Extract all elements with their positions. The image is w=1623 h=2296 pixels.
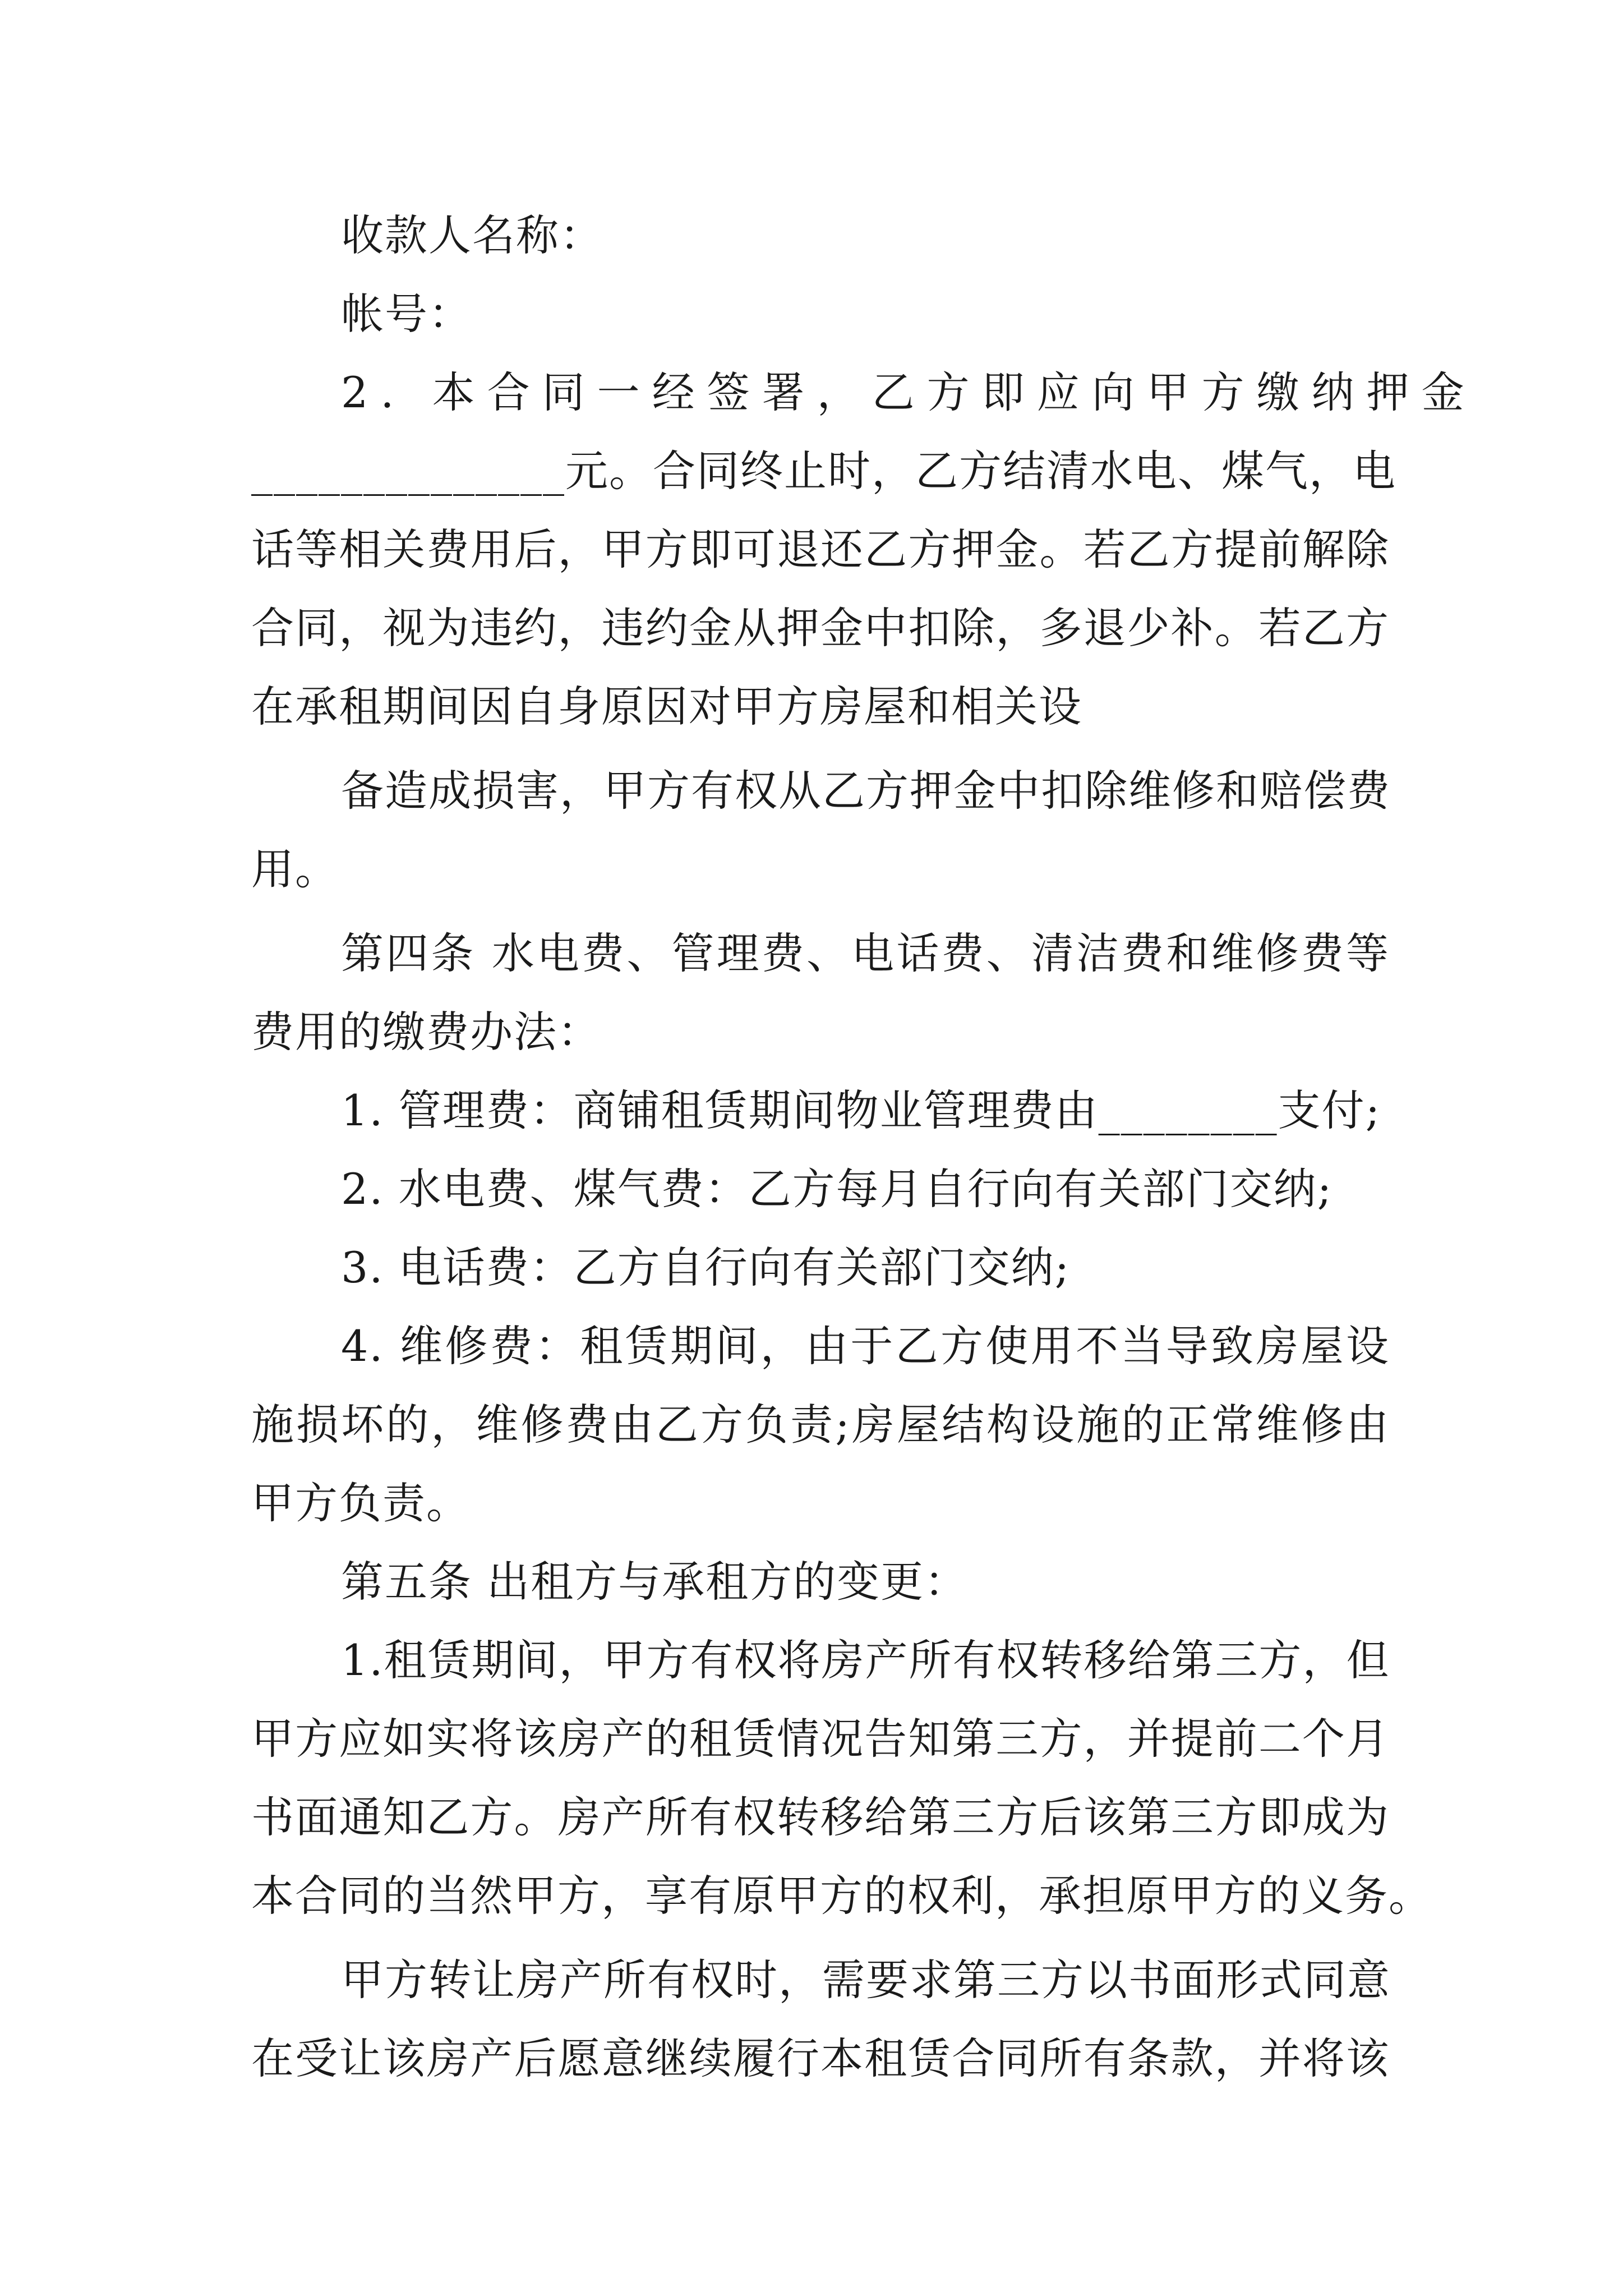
article-four-heading-continued: 费用的缴费办法： (251, 1007, 601, 1057)
text-line-deposit-amount: ______________元。合同终止时，乙方结清水电、煤气，电 (251, 446, 1396, 496)
text-line-payee-name: 收款人名称： (341, 210, 603, 260)
text-line-notify-third-party: 甲方应如实将该房产的租赁情况告知第三方，并提前二个月 (251, 1714, 1390, 1764)
text-line-deposit-refund: 话等相关费用后，甲方即可退还乙方押金。若乙方提前解除 (251, 524, 1390, 574)
text-line-maintenance-responsibility: 施损坏的，维修费由乙方负责;房屋结构设施的正常维修由 (251, 1400, 1390, 1450)
text-line-breach: 合同，视为违约，违约金从押金中扣除，多退少补。若乙方 (251, 603, 1390, 653)
text-line-deposit-clause: 2. 本合同一经签署，乙方即应向甲方缴纳押金 (341, 367, 1477, 417)
article-four-heading: 第四条 水电费、管理费、电话费、清洁费和维修费等 (341, 928, 1390, 978)
text-line-written-notice: 书面通知乙方。房产所有权转移给第三方后该第三方即成为 (251, 1792, 1390, 1842)
text-line-telephone-fee: 3. 电话费：乙方自行向有关部门交纳; (341, 1243, 1071, 1292)
text-line-ownership-transfer: 1.租赁期间，甲方有权将房产所有权转移给第三方，但 (341, 1635, 1390, 1685)
text-line-maintenance-fee: 4. 维修费：租赁期间，由于乙方使用不当导致房屋设 (341, 1321, 1390, 1371)
text-line-management-fee: 1. 管理费：商铺租赁期间物业管理费由________支付; (341, 1085, 1381, 1135)
text-line-continue-lease: 在受让该房产后愿意继续履行本租赁合同所有条款，并将该 (251, 2033, 1390, 2083)
text-line-damage-start: 在承租期间因自身原因对甲方房屋和相关设 (251, 682, 1082, 731)
text-line-damage-compensation: 备造成损害，甲方有权从乙方押金中扣除维修和赔偿费 (341, 766, 1391, 816)
article-five-heading: 第五条 出租方与承租方的变更： (341, 1557, 969, 1607)
text-line-utility-fee: 2. 水电费、煤气费：乙方每月自行向有关部门交纳; (341, 1164, 1333, 1214)
text-line-new-lessor: 本合同的当然甲方，享有原甲方的权利，承担原甲方的义务。 (251, 1871, 1432, 1921)
text-line-transfer-consent: 甲方转让房产所有权时，需要求第三方以书面形式同意 (341, 1955, 1391, 2005)
text-line-damage-end: 用。 (251, 844, 339, 894)
text-line-account-number: 帐号： (341, 289, 472, 339)
text-line-maintenance-end: 甲方负责。 (251, 1478, 470, 1528)
